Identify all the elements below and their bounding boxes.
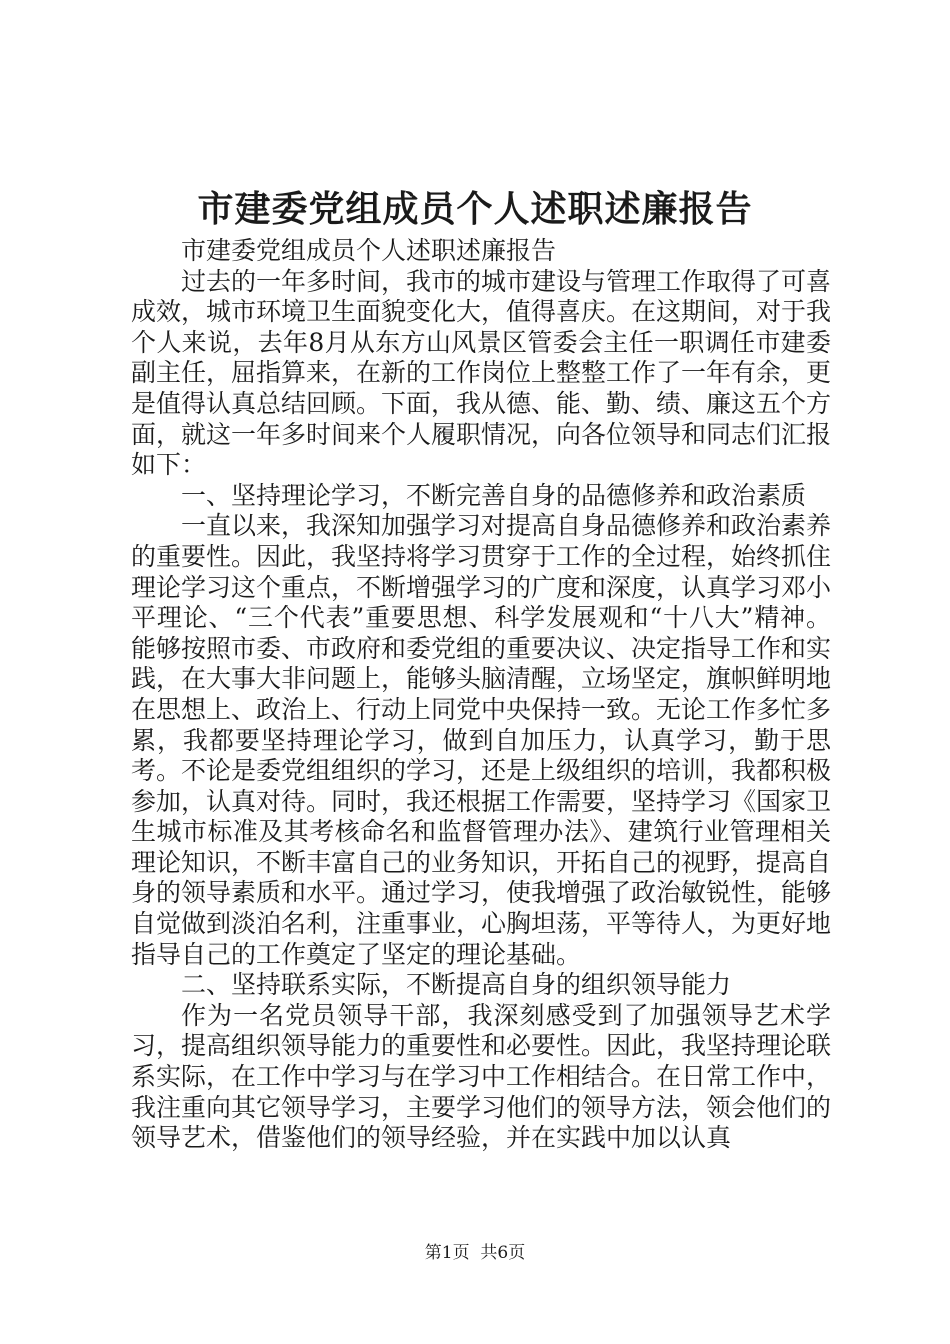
document-body (131, 236, 831, 1154)
page-total: 共6页 (480, 1243, 526, 1263)
paragraph-section-1: 一直以来，我深知加强学习对提高自身品德修养和政治素养的重要性。因此，我坚持将学习贯穿于工作的全过程，始终抓住理论学习这个重点，不断增强学习的广度和深度，认真学习邓小平理论、“三个代表”重要思想、科学发展观和“十八大”精神。能够按照市委、市政府和委党组的重要决议、决定指导工作和实践，在大事大非问题上，能够头脑清醒，立场坚定，旗帜鲜明地在思想上、政治上、行动上同党中央保持一致。无论工作多忙多累，我都要坚持理论学习，做到自加压力，认真学习，勤于思考。不论是委党组组织的学习，还是上级组织的培训，我都积极参加，认真对待。同时，我还根据工作需要，坚持学习《国家卫生城市标准及其考核命名和监督管理办法》、建筑行业管理相关理论知识，不断丰富自己的业务知识，开拓自己的视野，提高自身的领导素质和水平。通过学习，使我增强了政治敏锐性，能够自觉做到淡泊名利，注重事业，心胸坦荡，平等待人，为更好地指导自己的工作奠定了坚定的理论基础。 (131, 511, 832, 969)
paragraph-section-2: 作为一名党员领导干部，我深刻感受到了加强领导艺术学习，提高组织领导能力的重要性和必要性。因此，我坚持理论联系实际，在工作中学习与在学习中工作相结合。在日常工作中，我注重向其它领导学习，主要学习他们的领导方法，领会他们的领导艺术，借鉴他们的领导经验，并在实践中加以认真 (131, 1000, 832, 1153)
section-heading-2: 二、坚持联系实际，不断提高自身的组织领导能力 (181, 970, 732, 1000)
paragraph-intro: 过去的一年多时间，我市的城市建设与管理工作取得了可喜成效，城市环境卫生面貌变化大，值得喜庆。在这期间，对于我个人来说，去年8月从东方山风景区管委会主任一职调任市建委副主任，屈指算来，在新的工作岗位上整整工作了一年有余，更是值得认真总结回顾。下面，我从德、能、勤、绩、廉这五个方面，就这一年多时间来个人履职情况，向各位领导和同志们汇报如下： (131, 266, 832, 480)
document-title: 市建委党组成员个人述职述廉报告 (197, 188, 753, 230)
section-heading-1: 一、坚持理论学习，不断完善自身的品德修养和政治素质 (181, 480, 807, 510)
page-footer (0, 1241, 950, 1265)
page-number: 第1页 (424, 1243, 470, 1263)
paragraph-subtitle: 市建委党组成员个人述职述廉报告 (181, 236, 557, 265)
